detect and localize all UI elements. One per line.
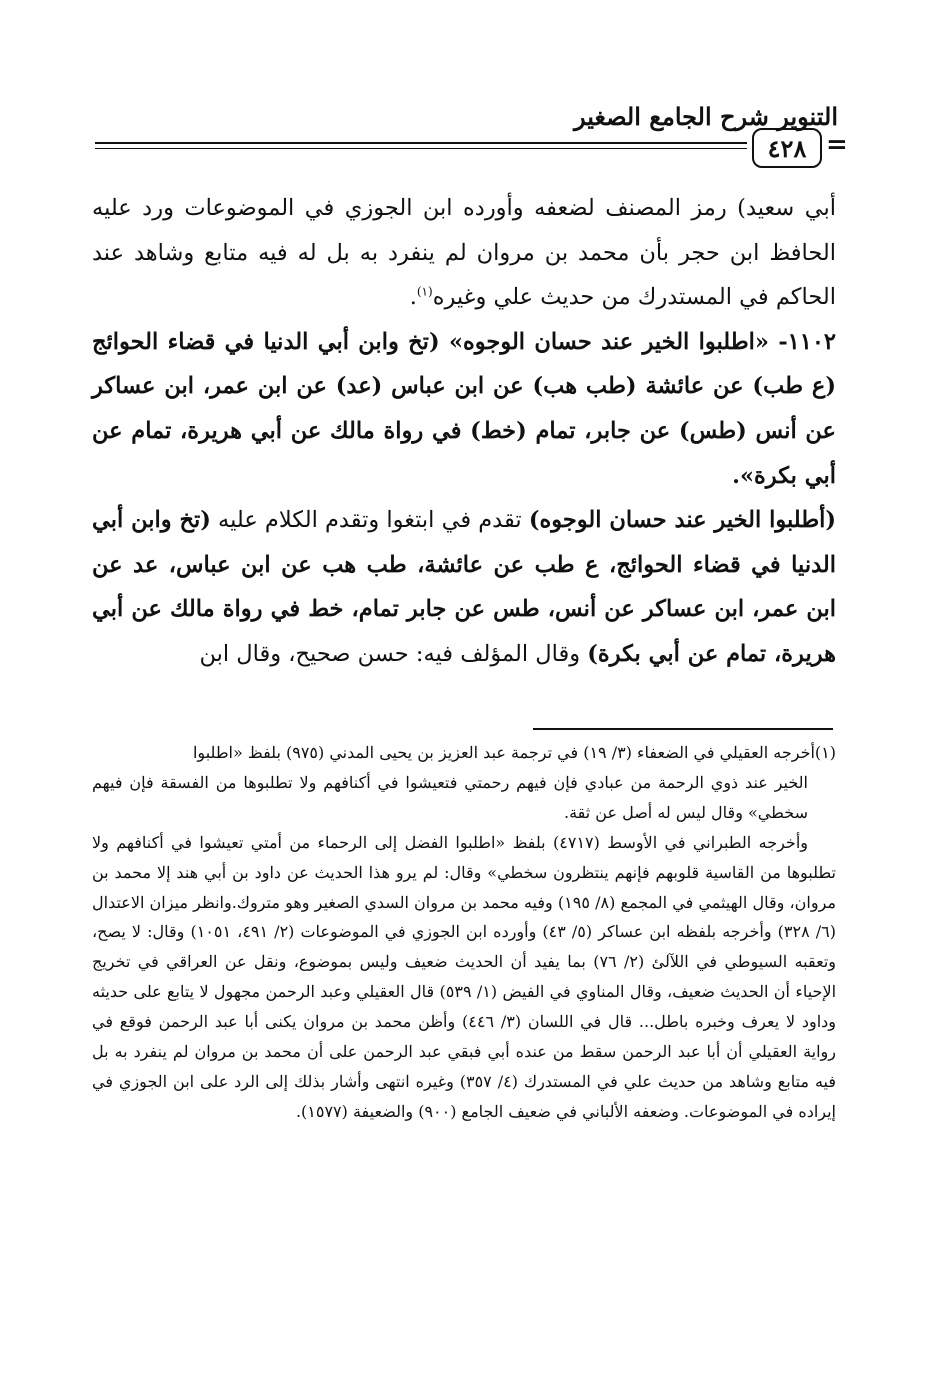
main-text — [92, 186, 836, 677]
header-rule-thin — [95, 148, 747, 149]
footnote-1-text: أخرجه العقيلي في الضعفاء (٣/ ١٩) في ترجمة عبد العزيز بن يحيى المدني (٩٧٥) بلفظ «اطلبوا — [192, 743, 815, 762]
header-rule — [95, 142, 747, 153]
commentary-text-2: وقال المؤلف فيه: حسن صحيح، وقال ابن — [199, 640, 588, 667]
footnote-ref: (١) — [416, 284, 433, 299]
running-title: التنوير شرح الجامع الصغير — [574, 102, 838, 131]
commentary-paragraph — [92, 498, 836, 676]
commentary-sources: (تخ وابن أبي الدنيا في قضاء الحوائج، ع طب عن عائشة، طب هب عن ابن عباس، عد عن ابن عمر، ابن عساكر عن أنس، طس عن جابر تمام، خط في رواة مالك عن أبي هريرة، تمام عن أبي بكرة) — [92, 507, 836, 667]
page-number-ornament: = — [826, 130, 848, 160]
commentary-lemma: (أطلبوا الخير عند حسان الوجوه) — [528, 507, 837, 534]
commentary-text-1: تقدم في ابتغوا وتقدم الكلام عليه — [210, 507, 529, 534]
footnote-1-continuation: الخير عند ذوي الرحمة من عبادي فإن فيهم رحمتي فتعيشوا في أكنافهم ولا تطلبوها من الفسقة فإن فيهم سخطي» وقال ليس له أصل عن ثقة. — [92, 772, 808, 822]
page-number: ٤٢٨ — [752, 128, 822, 168]
paragraph-1 — [92, 186, 836, 320]
header-rule-thick — [95, 142, 747, 144]
footnote-1-first-line — [92, 738, 836, 768]
paragraph-1-end: . — [409, 284, 417, 311]
footnote-1-paragraph-2: وأخرجه الطبراني في الأوسط (٤٧١٧) بلفظ «اطلبوا الفضل إلى الرحماء من أمتي تعيشوا في أكنافهم ولا تطلبوها من القاسية قلوبهم فإنهم ينتظرون سخطي» وقال: لم يرو هذا الحديث عن داود بن أبي هند إلا محمد بن مروان، وقال الهيثمي في المجمع (٨/ ١٩٥) وفيه محمد بن مروان السدي الصغير وهو متروك.وانظر ميزان الاعتدال (٦/ ٣٢٨) وأخرجه بلفظه ابن عساكر (٥/ ٤٣) وأورده ابن الجوزي في الموضوعات (٢/ ٤٩١، ١٠٥١) وقال: لا يصح، وتعقبه السيوطي في اللآلئ (٢/ ٧٦) بما يفيد أن الحديث ضعيف وليس بموضوع، ونقل عن العراقي في تخريج الإحياء أن الحديث ضعيف، وقال المناوي في الفيض (١/ ٥٣٩) قال العقيلي وعبد الرحمن مجهول لا يتابع على حديثه وداود لا يعرف وخبره باطل... قال في اللسان (٣/ ٤٤٦) وأظن محمد بن مروان يكنى أبا عبد الرحمن فوقع في رواية العقيلي أن أبا عبد الرحمن سقط من عنده أبي فبقي عبد الرحمن على أن محمد بن مروان لم ينفرد به بل فيه متابع وشاهد من حديث علي في المستدرك (٤/ ٣٥٧) وغيره انتهى وأشار بذلك إلى الرد على ابن الجوزي في إيراده في الموضوعات. وضعفه الألباني في ضعيف الجامع (٩٠٠) والضعيفة (١٥٧٧). — [92, 832, 837, 1121]
hadith-number-and-text: ١١٠٢- «اطلبوا الخير عند حسان الوجوه» — [448, 328, 836, 355]
paragraph-1-text: أبي سعيد) رمز المصنف لضعفه وأورده ابن الجوزي في الموضوعات ورد عليه الحافظ ابن حجر بأن محمد بن مروان لم ينفرد به بل له فيه متابع وشاهد عند الحاكم في المستدرك من حديث علي وغيره — [92, 195, 836, 311]
hadith-entry — [92, 320, 836, 498]
footnote-1-marker: (١) — [814, 743, 836, 762]
footnote-rule — [533, 728, 833, 730]
hadith-sources: (تخ وابن أبي الدنيا في قضاء الحوائج (ع طب) عن عائشة (طب هب) عن ابن عباس (عد) عن ابن عمر، ابن عساكر عن أنس (طس) عن جابر، تمام (خط) في رواة مالك عن أبي هريرة، تمام عن أبي بكرة». — [92, 328, 836, 489]
footnotes — [92, 738, 836, 1127]
